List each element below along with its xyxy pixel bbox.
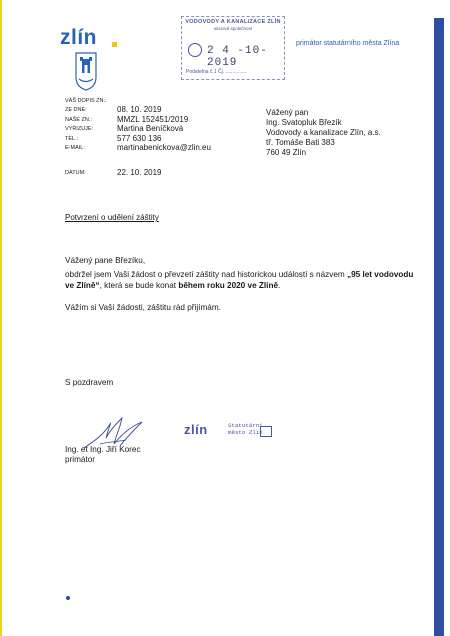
letter-closing: S pozdravem — [65, 378, 114, 387]
right-bar-gap — [434, 0, 444, 18]
received-stamp — [181, 16, 285, 80]
address-line: Ing. Svatopluk Březík — [266, 118, 342, 127]
letter-paragraph-1 — [65, 269, 425, 291]
value-ze-dne: 08. 10. 2019 — [117, 105, 162, 114]
address-line: tř. Tomáše Bati 383 — [266, 138, 335, 147]
address-line: Vodovody a kanalizace Zlín, a.s. — [266, 128, 381, 137]
label-email: E-MAIL: — [65, 145, 85, 151]
stamp-registry: Podatelna č.1 Čj. ............... — [186, 69, 247, 75]
stamp-crest-icon — [260, 426, 272, 437]
stamp-text-line-2: město Zlín — [228, 429, 263, 436]
p1-part-d: , která se bude konat — [99, 281, 179, 290]
value-datum: 22. 10. 2019 — [117, 168, 162, 177]
p1-event-name-b: ve Zlíně“ — [65, 281, 100, 290]
p1-event-date: během roku 2020 ve Zlíně — [178, 281, 279, 290]
logo-yellow-square — [112, 42, 117, 47]
zlin-logo — [56, 26, 118, 92]
stamp-company: VODOVODY A KANALIZACE ZLÍN — [185, 19, 281, 25]
label-vas-dopis: VÁŠ DOPIS ZN.: — [65, 98, 107, 104]
letter-salutation: Vážený pane Březíku, — [65, 256, 146, 265]
label-tel: TEL.: — [65, 136, 79, 142]
label-nase-zn: NAŠE ZN.: — [65, 117, 92, 123]
header-sender-title: primátor statutárního města Zlína — [296, 40, 400, 47]
p1-part-f: . — [278, 281, 281, 290]
stamp-subtitle: akciová společnost — [213, 26, 253, 31]
signer-name: Ing. et Ing. Jiří Korec — [65, 445, 141, 454]
stamp-seal-icon — [188, 43, 202, 57]
stamp-text-line-1: Statutární — [228, 422, 263, 429]
footer-dot — [66, 596, 70, 600]
letter-subject: Potvrzení o udělení záštity — [65, 213, 159, 222]
right-blue-bar — [434, 0, 444, 636]
official-stamp — [184, 422, 274, 442]
logo-wordmark: zlín — [60, 26, 97, 49]
value-nase-zn: MMZL 152451/2019 — [117, 115, 189, 124]
label-vyrizuje: VYŘIZUJE: — [65, 126, 94, 132]
address-line: 760 49 Zlín — [266, 148, 307, 157]
value-email: martinabenickova@zlin.eu — [117, 143, 211, 152]
label-ze-dne: ZE DNE: — [65, 107, 87, 113]
value-vyrizuje: Martina Beníčková — [117, 124, 184, 133]
value-tel: 577 630 136 — [117, 134, 162, 143]
stamp-logo-text: zlín — [184, 422, 208, 437]
left-yellow-bar — [0, 0, 2, 636]
signer-title: primátor — [65, 455, 96, 464]
p1-part-a: obdržel jsem Vaši žádost o převzetí záštity nad historickou událostí s názvem — [65, 270, 347, 279]
label-datum: DATUM: — [65, 170, 86, 176]
stamp-date: 2 4 -10- 2019 — [207, 45, 268, 69]
address-line: Vážený pan — [266, 108, 309, 117]
p1-event-name-a: „95 let vodovodu — [347, 270, 414, 279]
stamp-text — [228, 422, 263, 436]
letter-paragraph-2: Vážím si Vaší žádosti, záštitu rád přijímám. — [65, 303, 221, 312]
coat-of-arms-icon — [74, 51, 98, 91]
